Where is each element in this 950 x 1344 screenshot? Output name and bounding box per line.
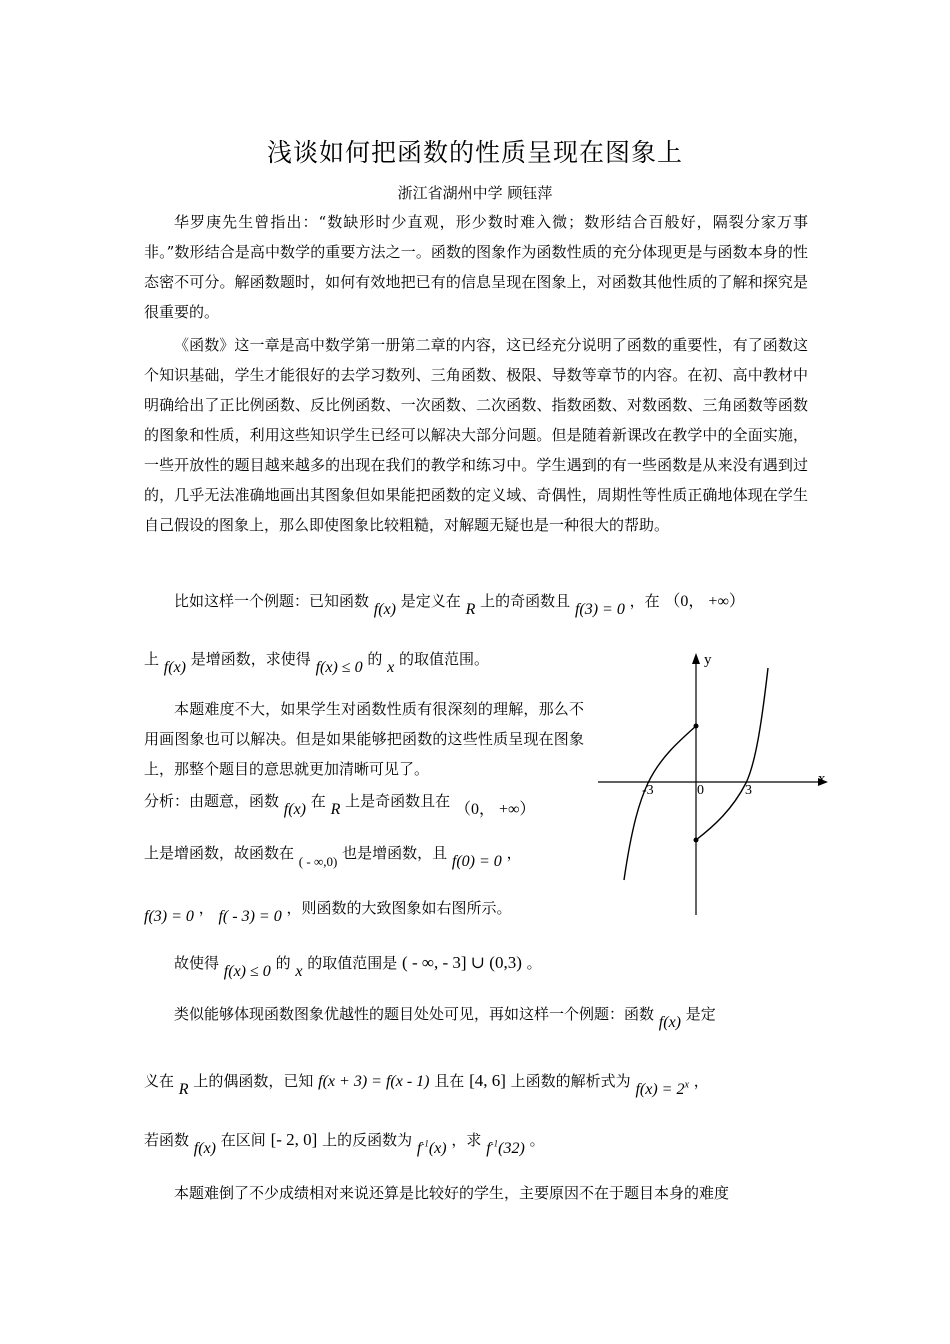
ex2-interval2: [- 2, 0] (270, 1130, 318, 1149)
ex2-expr-exp: x (684, 1079, 689, 1091)
analysis-fx: f(x) (283, 801, 306, 818)
ex2-expr-base: f(x) = 2 (635, 1081, 685, 1098)
analysis-f3: f(3) = 0 (144, 908, 194, 925)
ex2-inv-f: f (486, 1140, 491, 1157)
ex2-text: 在区间 (220, 1131, 266, 1149)
ex1-text: 比如这样一个例题：已知函数 (174, 592, 370, 610)
example1-line1 (144, 588, 745, 618)
function-graph (598, 650, 830, 918)
answer-x: x (295, 963, 303, 980)
analysis-text: 上是奇函数且在 (345, 792, 451, 810)
ex2-text: 。 (529, 1131, 545, 1149)
tick-0: 0 (697, 783, 704, 798)
ex1-text: 是定义在 (400, 592, 461, 610)
answer-range: ( - ∞, - 3] ∪ (0,3) (402, 953, 522, 972)
ex2-text: 上函数的解析式为 (510, 1072, 631, 1090)
curve-right-branch (696, 668, 768, 840)
ex2-inv-f: f (416, 1140, 422, 1157)
answer-text: 的 (275, 954, 291, 972)
ex2-text: 上的偶函数，已知 (193, 1072, 314, 1090)
ex1-R: R (465, 601, 476, 618)
example2-line3 (144, 1129, 545, 1157)
ex2-inv-exp: -1 (421, 1138, 429, 1149)
curve-left-branch (624, 726, 696, 880)
analysis-text: ， (506, 844, 522, 862)
y-axis-arrow-icon (692, 653, 700, 664)
answer-line (144, 952, 542, 980)
ex2-fx: f(x) (193, 1140, 216, 1157)
open-point-upper (694, 724, 699, 729)
ex1-text: 的取值范围。 (399, 650, 490, 668)
ex1-fx: f(x) (373, 601, 396, 618)
ex2-text: 且在 (434, 1072, 465, 1090)
ex2-R: R (178, 1081, 189, 1098)
ex1-text: 是增函数，求使得 (190, 650, 311, 668)
analysis-interval: （0， +∞） (454, 801, 536, 818)
ex2-inv-arg: (x) (428, 1140, 447, 1157)
answer-text: 故使得 (174, 954, 220, 972)
ex2-inverse (417, 1140, 447, 1157)
analysis-line3 (144, 897, 512, 925)
open-point-lower (694, 838, 699, 843)
ex2-text: 义在 (144, 1072, 175, 1090)
ex1-interval: （0， +∞） (664, 593, 745, 610)
ex2-text: 是定 (685, 1005, 716, 1023)
example2-line2 (144, 1070, 709, 1098)
ex2-inv-exp: -1 (490, 1138, 499, 1149)
paragraph-difficulty: 本题难度不大，如果学生对函数性质有很深刻的理解，那么不用画图象也可以解决。但是如果能够把函数的这些性质呈现在图象上，那整个题目的意思就更加清晰可见了。 (144, 700, 584, 778)
answer-ineq: f(x) ≤ 0 (223, 963, 271, 980)
ex1-fx: f(x) (163, 659, 186, 676)
ex1-text: 的 (367, 650, 383, 668)
analysis-text: 在 (310, 792, 326, 810)
analysis-text: 上是增函数，故函数在 (144, 844, 295, 862)
ex1-f3: f(3) = 0 (574, 601, 625, 618)
ex2-inverse-value (486, 1140, 525, 1157)
tick-3: 3 (745, 783, 752, 798)
paragraph-intro: 华罗庚先生曾指出：“数缺形时少直观，形少数时难入微；数形结合百般好，隔裂分家万事非。”数形结合是高中数学的重要方法之一。函数的图象作为函数性质的充分体现更是与函数本身的性态密不可分。解函数题时，如何有效地把已有的信息呈现在图象上，对函数其他性质的了解和探究是很重要的。 (144, 213, 808, 321)
answer-text: 。 (526, 954, 542, 972)
analysis-text: 也是增函数，且 (342, 844, 448, 862)
analysis-text: ， (198, 899, 214, 917)
paragraph-difficulty2 (144, 1182, 729, 1203)
analysis-neg-interval: ( - ∞,0) (298, 854, 338, 869)
analysis-text: ，则函数的大致图象如右图所示。 (286, 899, 512, 917)
ex1-text: 上 (144, 650, 160, 668)
ex2-fx: f(x) (658, 1014, 681, 1031)
ex2-text: ， (693, 1072, 709, 1090)
ex2-inv-val: (32) (498, 1140, 525, 1157)
ex2-text: 类似能够体现函数图象优越性的题目处处可见，再如这样一个例题：函数 (174, 1005, 655, 1023)
ex2-eq: f(x + 3) = f(x - 1) (318, 1073, 430, 1090)
ex1-text: ，在 (629, 592, 660, 610)
ex2-text: 若函数 (144, 1131, 190, 1149)
ex1-ineq: f(x) ≤ 0 (315, 659, 363, 676)
x-axis-label: x (818, 771, 826, 787)
analysis-f0: f(0) = 0 (451, 853, 502, 870)
y-axis-label: y (704, 652, 712, 668)
analysis-fm3: f( - 3) = 0 (218, 908, 282, 925)
tick-neg3: -3 (642, 783, 654, 798)
analysis-line2 (144, 842, 522, 870)
page-title: 浅谈如何把函数的性质呈现在图象上 (266, 138, 683, 167)
example2-line1 (144, 1003, 716, 1031)
ex2-text: ，求 (451, 1131, 482, 1149)
ex2-text: 上的反函数为 (322, 1131, 413, 1149)
ex1-x: x (387, 659, 395, 676)
example1-line2 (144, 648, 490, 676)
paragraph-context: 《函数》这一章是高中数学第一册第二章的内容，这已经充分说明了函数的重要性，有了函数这个知识基础，学生才能很好的去学习数列、三角函数、极限、导数等章节的内容。在初、高中教材中明确给出了正比例函数、反比例函数、一次函数、二次函数、指数函数、对数函数、三角函数等函数的图象和性质，利用这些知识学生已经可以解决大部分问题。但是随着新课改在教学中的全面实施，一些开放性的题目越来越多的出现在我们的教学和练习中。学生遇到的有一些函数是从来没有遇到过的，几乎无法准确地画出其图象但如果能把函数的定义域、奇偶性，周期性等性质正确地体现在学生自己假设的图象上，那么即使图象比较粗糙，对解题无疑也是一种很大的帮助。 (144, 336, 808, 534)
paragraph-difficulty2-text: 本题难倒了不少成绩相对来说还算是比较好的学生，主要原因不在于题目本身的难度 (174, 1184, 730, 1202)
author-line: 浙江省湖州中学 顾钰萍 (397, 184, 553, 202)
ex1-text: 上的奇函数且 (480, 592, 571, 610)
analysis-line1 (144, 788, 536, 818)
analysis-R: R (330, 801, 341, 818)
ex2-interval: [4, 6] (469, 1071, 506, 1090)
ex2-expr (635, 1081, 688, 1098)
answer-text: 的取值范围是 (307, 954, 398, 972)
analysis-text: 分析：由题意，函数 (144, 792, 280, 810)
